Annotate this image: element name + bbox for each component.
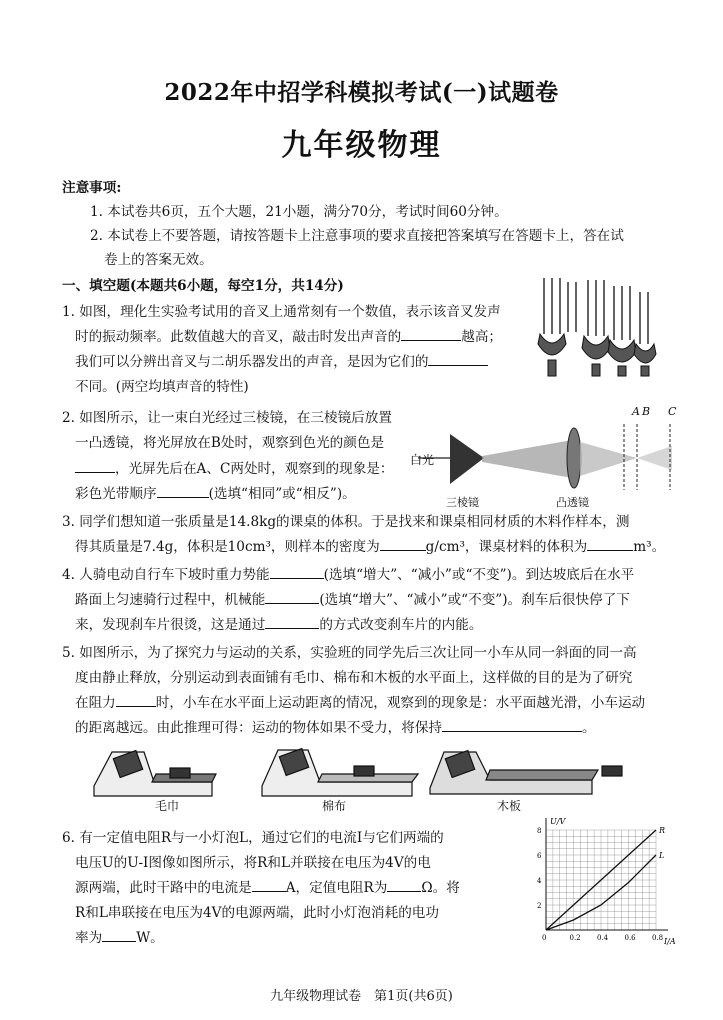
q6-line5-text: 率为: [75, 930, 103, 946]
q5-line4: [75, 716, 596, 741]
q3-line2-text: 得其质量是7.4g，体积是10cm³，则样本的密度为: [75, 539, 380, 555]
notes-heading: 注意事项:: [62, 180, 122, 196]
q5-line3-text: 在阻力: [75, 695, 116, 711]
x-tick-label: 0.4: [597, 934, 609, 942]
x-axis-label: I/A: [664, 937, 676, 946]
q2-line1: 2. 如图所示，让一束白光经过三棱镜，在三棱镜后放置: [62, 410, 392, 426]
q4-line1-end: (选填“增大”、“减小”或“不变”)。到达坡底后在水平: [323, 567, 635, 583]
q2-line4-end: (选填“相同”或“相反”)。: [208, 486, 356, 502]
fig-lens-label: 凸透镜: [556, 496, 589, 509]
q4-line1: [62, 563, 634, 588]
q6-line3-mid: A，定值电阻R为: [285, 880, 388, 896]
q6-line3-text: 源两端，此时干路中的电流是: [75, 880, 252, 896]
x-tick-label: 0: [542, 934, 547, 942]
notes-item-2-line2: 卷上的答案无效。: [104, 252, 213, 268]
section-1-heading: 一、填空题(本题共6小题，每空1分，共14分): [62, 278, 344, 294]
q6-blank-3: [102, 927, 136, 942]
q4-line2-text: 路面上匀速骑行过程中，机械能: [75, 592, 266, 608]
q5-line4-end: 。: [582, 720, 596, 736]
q4-line3-text: 来，发现刹车片很烫，这是通过: [75, 617, 266, 633]
x-tick-label: 0.2: [569, 934, 581, 942]
q6-line3-end: Ω。将: [421, 880, 460, 896]
series-label-R: R: [659, 826, 666, 835]
q5-line3-end: 时，小车在水平面上运动距离的情况，观察到的现象是：水平面越光滑，小车运动: [155, 695, 646, 711]
q2-line4: [75, 482, 356, 507]
q4-line2: [75, 588, 630, 613]
q6-line2: 电压U的U-I图像如图所示，将R和L并联接在电压为4V的电: [75, 855, 431, 871]
q5-line1: 5. 如图所示，为了探究力与运动的关系，实验班的同学先后三次让同一小车从同一斜面的同一高: [62, 645, 637, 661]
y-axis-label: U/V: [550, 817, 566, 826]
x-tick-label: 0.6: [624, 934, 636, 942]
q2-line4-text: 彩色光带顺序: [75, 486, 157, 502]
q2-line2: 一凸透镜，将光屏放在B处时，观察到色光的颜色是: [75, 435, 385, 451]
fig-towel-label: 毛巾: [155, 799, 180, 813]
q4-blank-1: [270, 564, 324, 579]
exam-title: 2022年中招学科模拟考试(一)试题卷: [164, 79, 559, 106]
y-tick-label: 4: [537, 877, 542, 885]
q2-line3: [75, 457, 394, 482]
q6-blank-1: [252, 877, 286, 892]
q1-line2-text: 时的振动频率。此数值越大的音叉，敲击时发出声音的: [75, 329, 402, 345]
q4-line3: [75, 613, 482, 638]
q1-line3-text: 我们可以分辨出音叉与二胡乐器发出的声音，是因为它们的: [75, 354, 429, 370]
q1-line3: [75, 350, 488, 375]
tuning-fork-figure: [536, 274, 664, 378]
q4-line2-end: (选填“增大”、“减小”或“不变”)。刹车后很快停了下: [319, 592, 630, 608]
q3-blank-1: [380, 536, 426, 551]
series-label-L: L: [659, 851, 665, 860]
notes-item-2-line1: 2. 本试卷上不要答题，请按答题卡上注意事项的要求直接把答案填写在答题卡上，答在试: [90, 228, 624, 244]
q5-line3: [75, 691, 645, 716]
q5-blank-2: [442, 717, 582, 732]
q2-blank-2: [157, 483, 209, 498]
q3-blank-2: [587, 536, 633, 551]
fig-cotton-label: 棉布: [322, 799, 347, 813]
q2-line3-text: ，光屏先后在A、C两处时，观察到的现象是：: [115, 461, 394, 477]
q6-line4: R和L串联接在电压为4V的电源两端，此时小灯泡消耗的电功: [75, 905, 439, 921]
notes-item-1: 1. 本试卷共6页，五个大题，21小题，满分70分，考试时间60分钟。: [90, 204, 508, 220]
q6-line5: [75, 926, 164, 951]
fig-point-a: A: [632, 405, 640, 418]
q6-line5-end: W。: [136, 930, 164, 946]
q2-blank-1: [75, 458, 115, 473]
q4-line1-text: 4. 人骑电动自行车下坡时重力势能: [62, 567, 270, 583]
q5-line4-text: 的距离越远。由此推理可得：运动的物体如果不受力，将保持: [75, 720, 443, 736]
q3-line2: [75, 535, 665, 560]
fig-prism-label: 三棱镜: [446, 496, 479, 509]
fig-point-c: C: [668, 405, 677, 418]
y-tick-label: 6: [537, 852, 542, 860]
y-tick-label: 2: [537, 902, 542, 910]
q3-line2-mid: g/cm³，课桌材料的体积为: [425, 539, 588, 555]
q1-line4: 不同。(两空均填声音的特性): [75, 379, 249, 395]
q6-line3: [75, 876, 460, 901]
q3-line1: 3. 同学们想知道一张质量是14.8kg的课桌的体积。于是找来和课桌相同材质的木料作样本，测: [62, 514, 630, 530]
q1-line1: 1. 如图，理化生实验考试用的音叉上通常刻有一个数值，表示该音叉发声: [62, 304, 501, 320]
page-footer: 九年级物理试卷 第1页(共6页): [270, 989, 453, 1004]
q1-line2-end: 越高；: [461, 329, 503, 345]
fig-board-label: 木板: [497, 799, 522, 813]
x-tick-label: 0.8: [652, 934, 664, 942]
q6-blank-2: [387, 877, 421, 892]
q1-blank-2: [428, 351, 488, 366]
subject-title: 九年级物理: [281, 128, 442, 163]
q4-blank-2: [265, 589, 319, 604]
q6-line1: 6. 有一定值电阻R与一小灯泡L，通过它们的电流I与它们两端的: [62, 830, 444, 846]
q1-blank-1: [401, 326, 461, 341]
fig-point-b: B: [642, 405, 651, 418]
q5-line2: 度由静止释放，分别运动到表面铺有毛巾、棉布和木板的水平面上，这样做的目的是为了研究: [75, 670, 633, 686]
fig-white-light: 白光: [410, 453, 435, 467]
q1-line2: [75, 325, 502, 350]
q5-blank-1: [116, 692, 156, 707]
y-tick-label: 8: [537, 827, 542, 835]
q3-line2-end: m³。: [633, 539, 666, 555]
q4-line3-end: 的方式改变刹车片的内能。: [319, 617, 483, 633]
q4-blank-3: [265, 614, 319, 629]
u-i-chart: [528, 812, 688, 948]
